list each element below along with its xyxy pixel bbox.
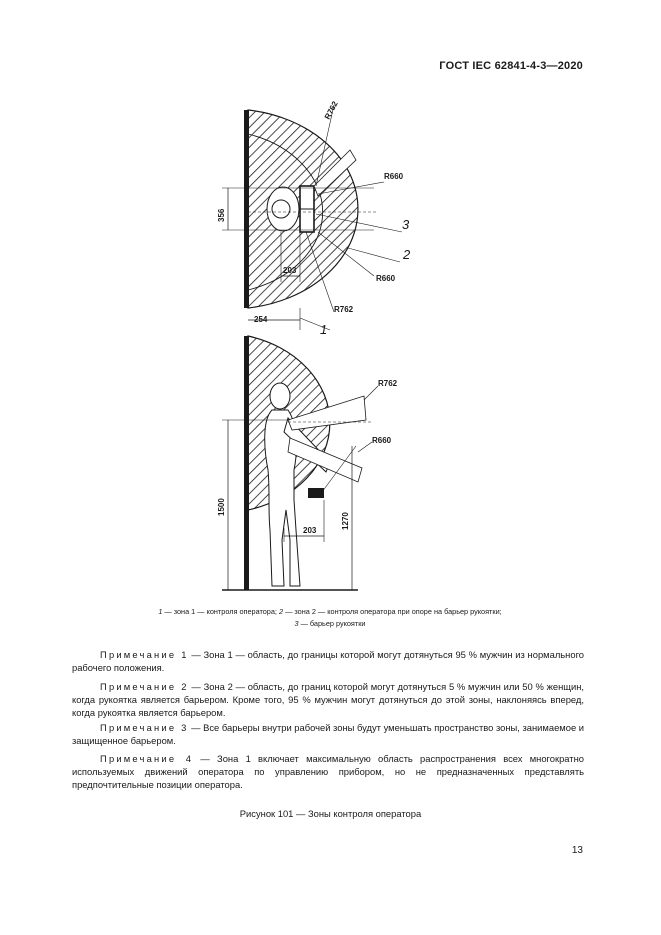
page-number: 13	[571, 845, 583, 856]
label-r660-side: R660	[372, 436, 392, 445]
callout-1: 1	[320, 322, 328, 337]
side-view	[217, 336, 398, 590]
wall-side	[244, 336, 249, 590]
label-1270: 1270	[341, 512, 350, 530]
label-356: 356	[217, 208, 226, 222]
handle-side	[308, 488, 324, 498]
top-view	[217, 99, 411, 337]
standard-designation: ГОСТ IEC 62841-4-3—2020	[439, 60, 583, 72]
note-2: Примечание 2 — Зона 2 — область, до границ которой могут дотянуться 5 % мужчин или 50 % женщин, когда рукоятка является барьером. Кроме того, 95 % мужчин могут дотянуться до этой зоны, наклоняясь вперед, когда рукоятка является барьером.	[72, 681, 585, 719]
label-254: 254	[254, 315, 268, 324]
label-1500: 1500	[217, 498, 226, 516]
note-4: Примечание 4 — Зона 1 включает максимальную область распространения всех многократно используемых движений оператора по управлению прибором, но не предназначенных представлять предпочтительные позиции оператора.	[72, 753, 584, 791]
label-r762-top: R762	[322, 99, 340, 121]
label-203-side: 203	[303, 526, 317, 535]
note-1: Примечание 1 — Зона 1 — область, до границы которой могут дотянуться 95 % мужчин из нормального рабочего положения.	[72, 649, 584, 674]
note-3: Примечание 3 — Все барьеры внутри рабочей зоны будут уменьшать пространство зоны, занимаемое и защищенное барьером.	[72, 722, 585, 747]
figure-caption: Рисунок 101 — Зоны контроля оператора	[239, 808, 422, 819]
callout-2: 2	[403, 247, 411, 262]
callout-3: 3	[402, 217, 410, 232]
wall-top	[244, 110, 249, 308]
label-r762-side: R762	[378, 379, 398, 388]
figure-legend: 1 — зона 1 — контроля оператора; 2 — зона 2 — контроля оператора при опоре на барьер рукоятки; 3 — барьер рукоятки	[158, 607, 502, 628]
label-203-top: 203	[283, 266, 297, 275]
label-r660-low: R660	[376, 274, 396, 283]
label-r660-top: R660	[384, 172, 404, 181]
label-r762-low: R762	[334, 305, 354, 314]
